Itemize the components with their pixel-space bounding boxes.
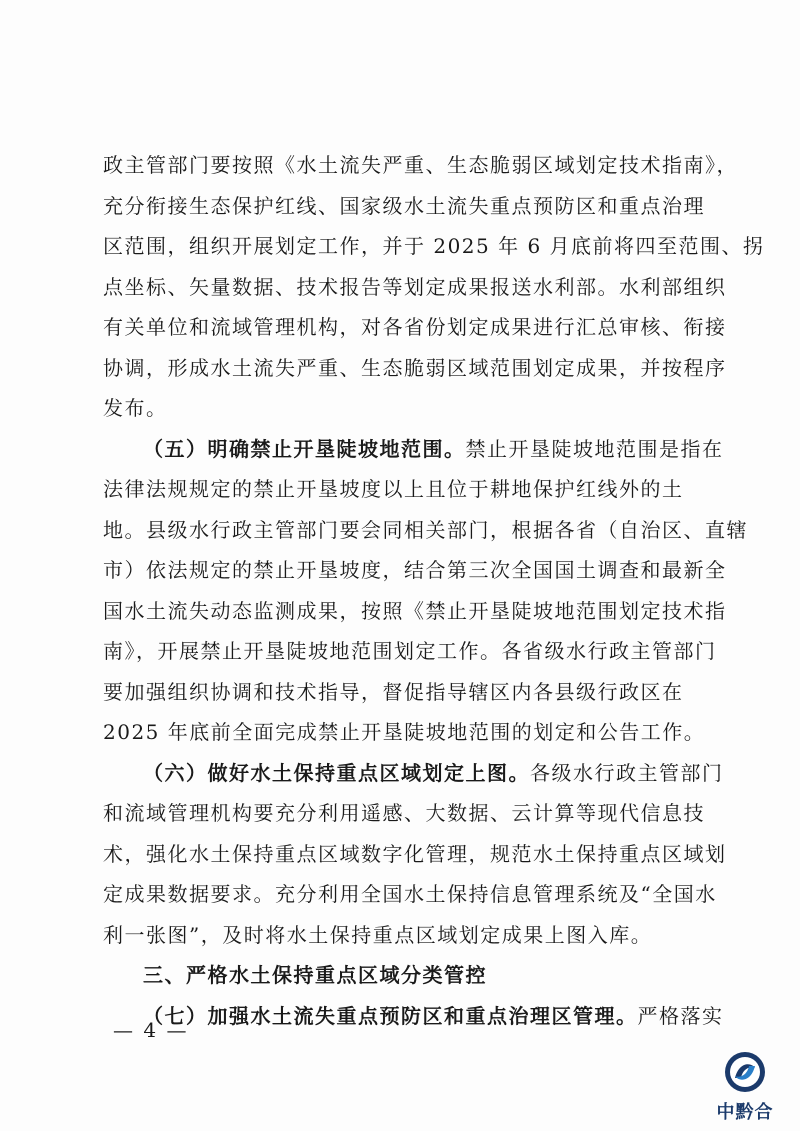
section-heading: 三、严格水土保持重点区域分类管控 (143, 963, 487, 987)
text-run: 各级水行政主管部门 (530, 761, 724, 785)
text-run: 严格落实 (637, 1004, 724, 1028)
text-line: 南》，开展禁止开垦陡坡地范围划定工作。各省级水行政主管部门 (103, 639, 717, 663)
text-line: 要加强组织协调和技术指导，督促指导辖区内各县级行政区在 (103, 680, 684, 704)
text-line: 利一张图”，及时将水土保持重点区域划定成果上图入库。 (103, 923, 653, 947)
watermark-text: 中黔合 (716, 1102, 774, 1123)
text-line: 定成果数据要求。充分利用全国水土保持信息管理系统及“全国水 (103, 882, 717, 906)
text-line: 点坐标、矢量数据、技术报告等划定成果报送水利部。水利部组织 (103, 275, 727, 299)
watermark-logo (705, 1048, 785, 1128)
company-logo-icon (705, 1048, 785, 1098)
text-line: 法律法规规定的禁止开垦坡度以上且位于耕地保护红线外的土 (103, 477, 684, 501)
subsection-heading: （五）明确禁止开垦陡坡地范围。 (143, 437, 466, 461)
text-line: 区范围，组织开展划定工作，并于 2025 年 6 月底前将四至范围、拐 (103, 234, 765, 258)
text-line: 术，强化水土保持重点区域数字化管理，规范水土保持重点区域划 (103, 842, 727, 866)
text-line: 和流域管理机构要充分利用遥感、大数据、云计算等现代信息技 (103, 801, 705, 825)
text-line: 发布。 (103, 396, 168, 420)
text-line: 2025 年底前全面完成禁止开垦陡坡地范围的划定和公告工作。 (103, 720, 706, 744)
text-run: 禁止开垦陡坡地范围是指在 (465, 437, 724, 461)
text-line: 充分衔接生态保护红线、国家级水土流失重点预防区和重点治理 (103, 194, 705, 218)
text-line: 地。县级水行政主管部门要会同相关部门，根据各省（自治区、直辖 (103, 518, 748, 542)
text-line: 市）依法规定的禁止开垦坡度，结合第三次全国国土调查和最新全 (103, 558, 727, 582)
text-line: 国水土流失动态监测成果，按照《禁止开垦陡坡地范围划定技术指 (103, 599, 727, 623)
subsection-heading: （六）做好水土保持重点区域划定上图。 (143, 761, 530, 785)
text-line: 政主管部门要按照《水土流失严重、生态脆弱区域划定技术指南》， (103, 153, 738, 177)
subsection-heading: （七）加强水土流失重点预防区和重点治理区管理。 (143, 1004, 638, 1028)
text-line: 有关单位和流域管理机构，对各省份划定成果进行汇总审核、衔接 (103, 315, 727, 339)
page-number: — 4 — (113, 1018, 189, 1042)
text-line: 协调，形成水土流失严重、生态脆弱区域范围划定成果，并按程序 (103, 356, 727, 380)
